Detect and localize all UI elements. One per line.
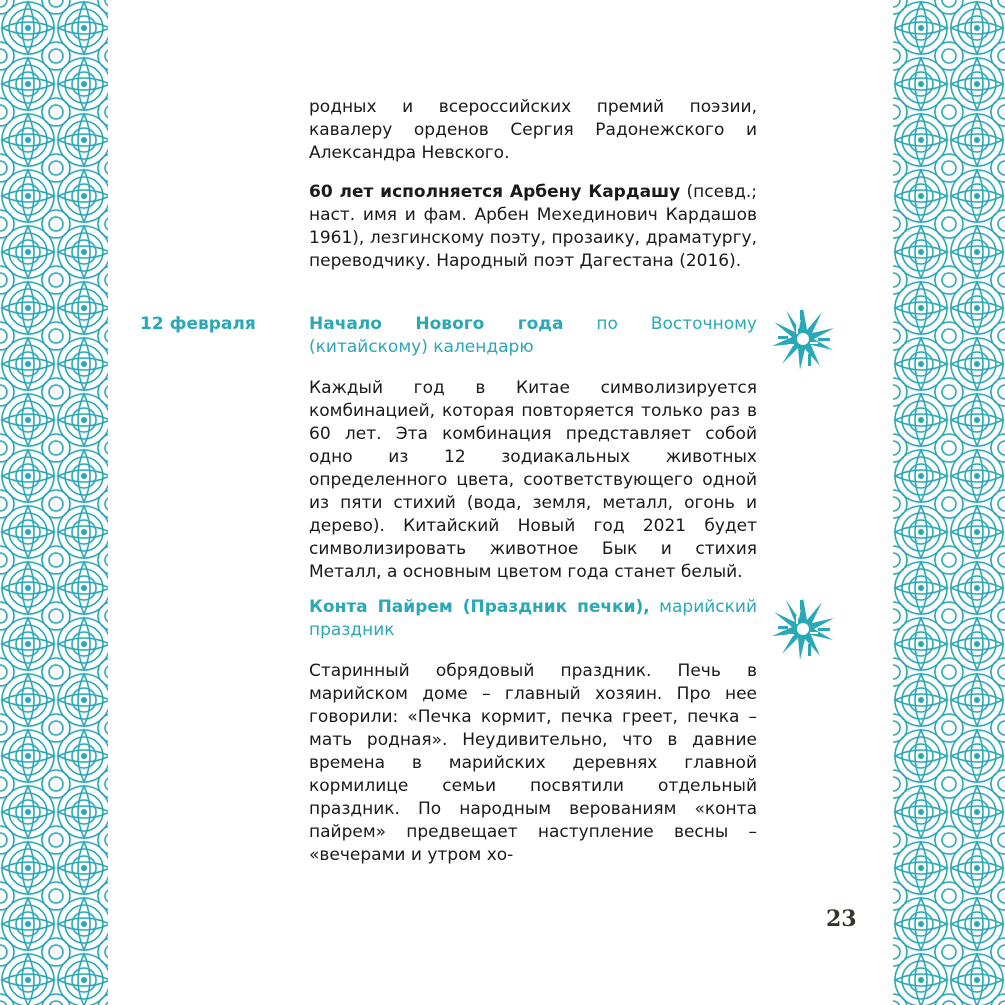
kardash-description: (псевд.; наст. имя и фам. Арбен Мехединович Кардашов 1961), лезгинскому поэту, прозаику, драматургу, переводчику. Народный поэт Дагестана (2016). [309,182,757,271]
event2-body-text: Старинный обрядовый праздник. Печь в марийском доме – главный хозяин. Про нее говорили: «Печка кормит, печка греет, печка – мать родная». Неудивительно, что в давние времена в марийских деревнях главной кормилице семьи посвятили отдельный праздник. По народным верованиям «конта пайрем» предвещает наступление весны – «вечерами и утром хо- [309,661,757,865]
ornament-pattern-left [0,0,108,1005]
event2-body [309,660,757,867]
event1-title-rest: по Восточному (китайскому) календарю [309,314,757,357]
event1-title [309,313,757,359]
event2-title-rest: марийский праздник [309,597,757,640]
burst-icon [770,596,836,662]
page-number: 23 [826,906,857,932]
burst-icon [770,306,836,372]
event2-title [309,596,757,642]
event2-title-text [309,596,757,642]
paragraph-awards-text: родных и всероссийских премий поэзии, кавалеру орденов Сергия Радонежского и Александра Невского. [309,97,757,163]
event1-body [309,377,757,584]
ornament-border-right [893,0,1005,1005]
paragraph-awards [309,96,757,165]
event1-title-bold: Начало Нового года [309,314,564,334]
event2-title-bold: Конта Пайрем (Праздник печки), [309,597,650,617]
ornament-pattern-right [893,0,1005,1005]
event1-title-text [309,313,757,359]
paragraph-kardash-text [309,181,757,273]
event1-body-text: Каждый год в Китае символизируется комбинацией, которая повторяется только раз в 60 лет. Эта комбинация представляет собой одно из 12 зодиакальных животных определенного цвета, соответствующего одной из пяти стихий (вода, земля, металл, огонь и дерево). Китайский Новый год 2021 будет символизировать животное Бык и стихия Металл, а основным цветом года станет белый. [309,378,757,582]
kardash-heading: 60 лет исполняется Арбену Кардашу [309,182,681,202]
event-date: 12 февраля [140,314,256,334]
ornament-border-left [0,0,108,1005]
paragraph-kardash [309,181,757,273]
